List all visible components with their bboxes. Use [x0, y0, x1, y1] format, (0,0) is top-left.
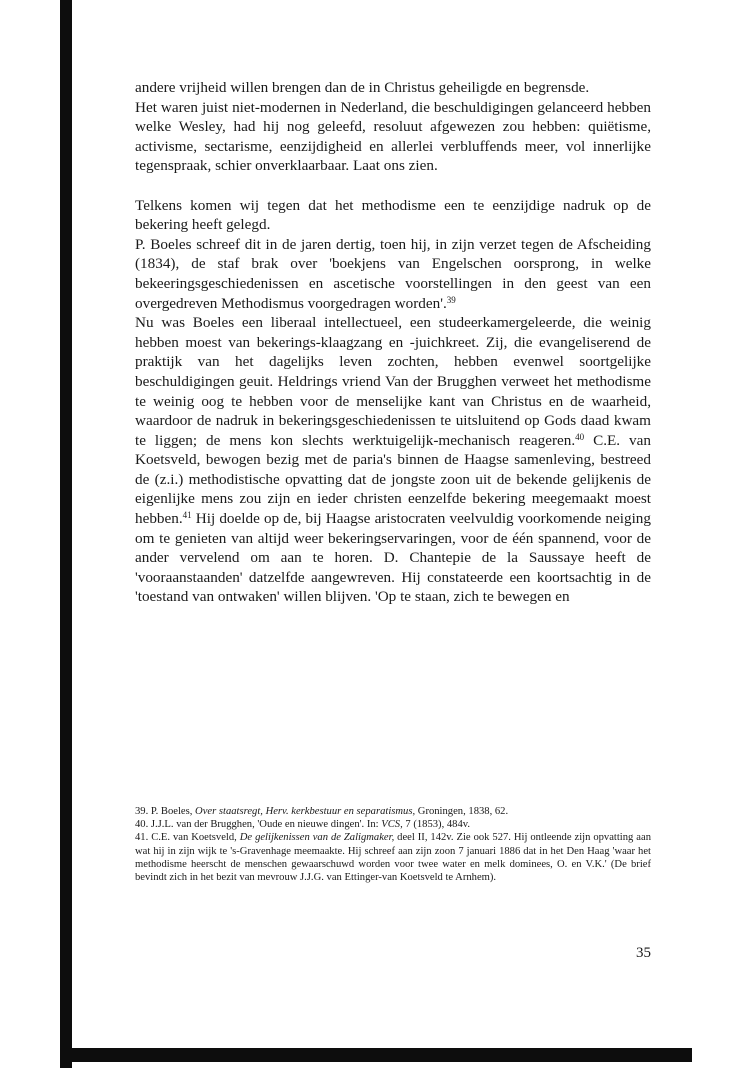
- footnotes: [135, 805, 651, 884]
- footnote-text: Groningen, 1838, 62.: [415, 806, 509, 817]
- paragraph-text: Hij doelde op de, bij Haagse aristocraten veelvuldig voorkomende neiging om te genieten van altijd weer bekeringservaringen, voor de één spannend, voor de ander vervelend om aan te horen. D. Chantepie de la Saussaye heeft de 'vooraanstaanden' datzelfde aangewreven. Hij constateerde een koortsachtig in de 'toestand van ontwaken' willen blijven. 'Op te staan, zich te bewegen en: [135, 510, 651, 606]
- footnote-40: [135, 818, 651, 831]
- footnote-ref-41[interactable]: 41: [182, 510, 192, 521]
- paragraph-text: P. Boeles schreef dit in de jaren dertig, toen hij, in zijn verzet tegen de Afscheiding (1834), de staf brak over 'boekjens van Engelschen oorsprong, in welke bekeeringsgeschiedenissen en ascetische voorstellingen in den geest van een overgedreven Methodismus voorgedragen worden'.: [135, 235, 651, 312]
- footnote-text: 41. C.E. van Koetsveld,: [135, 832, 240, 844]
- paragraph: [135, 235, 651, 313]
- paragraph-text: Nu was Boeles een liberaal intellectueel, een studeerkamergeleerde, die weinig hebben moest van bekerings-klaagzang en -juichkreet. Zij, die evangeliserend de praktijk van het dagelijks leven zochten, hebben evenwel soortgelijke beschuldigingen geuit. Heldrings vriend Van der Brugghen verweet het methodisme te weinig oog te hebben voor de menselijke kant van Christus en de waarheid, waardoor de nadruk in bekeringsgeschiedenissen te uitsluitend op Gods daad kwam te liggen; de mens kon slechts werktuigelijk-mechanisch reageren.: [135, 314, 651, 449]
- scan-border-left: [60, 0, 72, 1068]
- body-text: [135, 78, 651, 607]
- footnote-text: 39. P. Boeles,: [135, 806, 196, 817]
- scan-border-bottom: [60, 1048, 692, 1062]
- footnote-title: De gelijkenissen van de Zaligmaker,: [239, 832, 395, 844]
- footnote-text: 7 (1853), 484v.: [402, 819, 471, 831]
- paragraph: Telkens komen wij tegen dat het methodisme een te eenzijdige nadruk op de bekering heeft gelegd.: [135, 196, 651, 234]
- paragraph: andere vrijheid willen brengen dan de in Christus geheiligde en begrensde.: [135, 79, 590, 96]
- footnote-title: Over staatsregt, Herv. kerkbestuur en separatismus,: [195, 806, 416, 817]
- footnote-39: [135, 805, 651, 818]
- footnote-text: deel II, 142v. Zie ook 527. Hij ontleende zijn opvatting aan wat hij in zijn wijk te 's-Gravenhage meemaakte. Hij schreef aan zijn zoon 7 januari 1886 dat in het Den Haag 'waar het methodisme heerscht de menschen gewaarschuwd worden voor twee water en melk dominees, O. en V.K.' (De brief bevindt zich in het bezit van mevrouw J.J.G. van Ettinger-van Koetsveld te Arnhem).: [135, 832, 651, 884]
- footnote-text: 40. J.J.L. van der Brugghen, 'Oude en nieuwe dingen'. In:: [135, 819, 382, 831]
- paragraph: Het waren juist niet-modernen in Nederland, die beschuldigingen gelanceerd hebben welke Wesley, had hij nog geleefd, resoluut afgewezen zou hebben: quiëtisme, activisme, sectarisme, eenzijdigheid en allerlei verbluffends meer, vol innerlijke tegenspraak, schier onverklaarbaar. Laat ons zien.: [135, 98, 651, 175]
- footnote-ref-40[interactable]: 40: [575, 431, 585, 442]
- footnote-41: [135, 831, 651, 884]
- footnote-title: VCS,: [381, 819, 403, 831]
- footnote-ref-39[interactable]: 39: [446, 294, 456, 305]
- paragraph-text: C.E. van Koetsveld, bewogen bezig met de paria's binnen de Haagse samenleving, bestreed de (z.i.) methodistische opvatting dat de jongste zoon uit de bekende gelijkenis de eigenlijke mens zou zijn en ieder christen eenzelfde bekering meegemaakt moest hebben.: [135, 431, 651, 528]
- page-number: 35: [636, 945, 651, 961]
- paragraph: [135, 313, 651, 607]
